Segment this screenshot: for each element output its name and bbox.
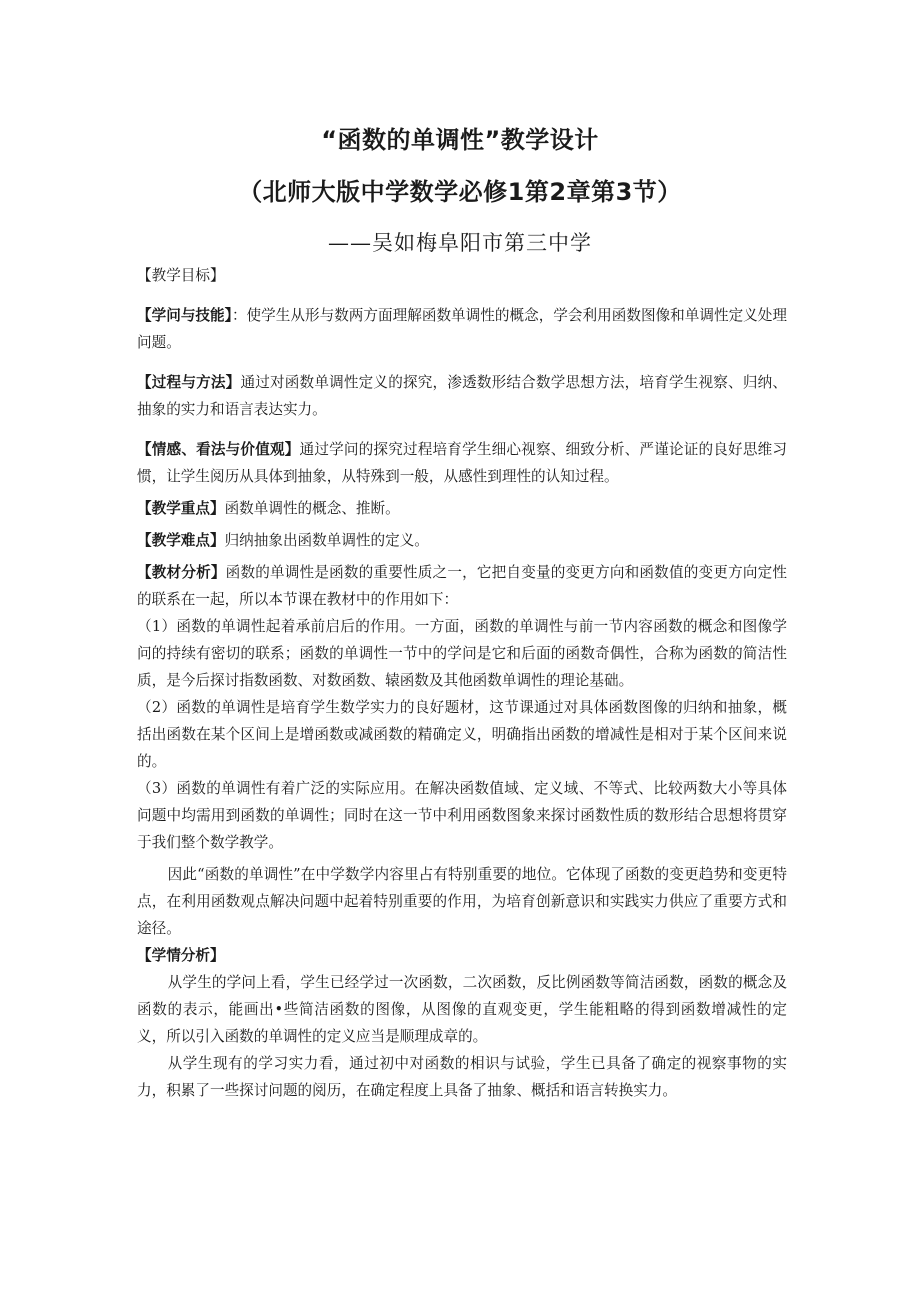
document-subtitle: （北师大版中学数学必修1第2章第3节） [238,178,682,206]
document-title: “函数的单调性”教学设计 [321,126,599,154]
keypoint-text: 函数单调性的概念、推断。 [224,500,400,517]
material-paragraph [137,559,787,613]
keypoint-paragraph [137,495,787,522]
difficulty-label: 【教学难点】 [137,532,225,549]
goals-heading-text: 【教学目标】 [137,267,225,284]
student-heading-text: 【学情分析】 [137,947,225,964]
knowledge-text: ：使学生从形与数两方面理解函数单调性的概念，学会利用函数图像和单调性定义处理问题。 [137,307,787,351]
process-label: 【过程与方法】 [137,374,241,391]
material-item-1: （1）函数的单调性起着承前启后的作用。一方面，函数的单调性与前一节内容函数的概念和图像学问的持续有密切的联系；函数的单调性一节中的学问是它和后面的函数奇偶性，合称为函数的简洁性质，是今后探讨指数函数、对数函数、辕函数及其他函数单调性的理论基础。 [137,618,787,689]
knowledge-label: 【学问与技能】 [137,307,232,324]
process-paragraph [137,369,787,423]
emotion-label: 【情感、看法与价值观】 [137,441,300,458]
goals-heading [137,262,787,289]
author-line: ——吴如梅阜阳市第三中学 [328,231,592,255]
difficulty-paragraph [137,527,787,554]
keypoint-label: 【教学重点】 [137,500,225,517]
emotion-paragraph [137,436,787,490]
student-paragraph-1: 从学生的学问上看，学生已经学过一次函数，二次函数，反比例函数等简洁函数，函数的概念及函数的表示，能画出•些简洁函数的图像，从图像的直观变更，学生能粗略的得到函数增减性的定义，所以引入函数的单调性的定义应当是顺理成章的。 [137,974,787,1045]
student-paragraph-2: 从学生现有的学习实力看，通过初中对函数的相识与试验，学生已具备了确定的视察事物的实力，积累了一些探讨问题的阅历，在确定程度上具备了抽象、概括和语言转换实力。 [137,1055,787,1099]
material-item-2: （2）函数的单调性是培育学生数学实力的良好题材，这节课通过对具体函数图像的归纳和抽象，概括出函数在某个区间上是增函数或减函数的精确定义，明确指出函数的增减性是相对于某个区间来说的。 [137,699,787,770]
student-heading [137,942,787,969]
document-body [137,262,787,1104]
material-label: 【教材分析】 [137,564,226,581]
summary-paragraph: 因此“函数的单调性”在中学数学内容里占有特别重要的地位。它体现了函数的变更趋势和变更特点，在利用函数观点解决问题中起着特别重要的作用，为培育创新意识和实践实力供应了重要方式和途径。 [137,866,787,937]
material-item-3: （3）函数的单调性有着广泛的实际应用。在解决函数值域、定义域、不等式、比较两数大小等具体问题中均需用到函数的单调性；同时在这一节中利用函数图象来探讨函数性质的数形结合思想将贯穿于我们整个数学教学。 [137,780,787,851]
knowledge-paragraph [137,302,787,356]
emotion-text: 通过学问的探究过程培育学生细心视察、细致分析、严谨论证的良好思维习惯，让学生阅历从具体到抽象，从特殊到一般，从感性到理性的认知过程。 [137,441,787,485]
material-text: 函数的单调性是函数的重要性质之一，它把自变量的变更方向和函数值的变更方向定性的联系在一起，所以本节课在教材中的作用如下： [137,564,787,608]
difficulty-text: 归纳抽象出函数单调性的定义。 [224,532,429,549]
process-text: 通过对函数单调性定义的探究，渗透数形结合数学思想方法，培育学生视察、归纳、抽象的实力和语言表达实力。 [137,374,787,418]
